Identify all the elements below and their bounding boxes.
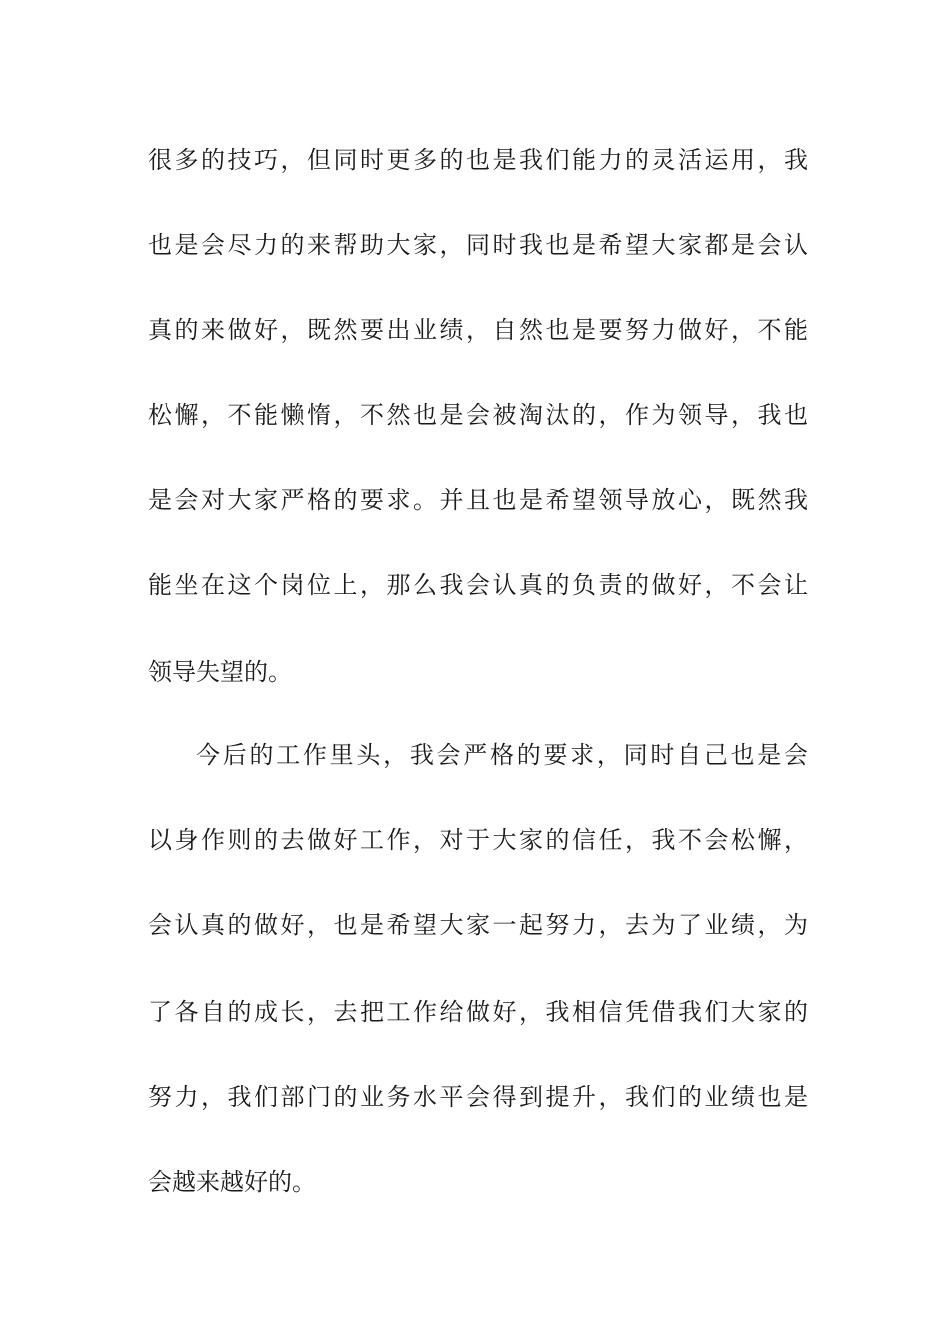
paragraph-line: 会越来越好的。: [148, 1168, 316, 1196]
paragraph-line: 会认真的做好，也是希望大家一起努力，去为了业绩，为: [148, 911, 808, 939]
paragraph-line: 今后的工作里头，我会严格的要求，同时自己也是会: [196, 741, 808, 769]
paragraph-line: 领导失望的。: [148, 658, 292, 686]
paragraph-line: 真的来做好，既然要出业绩，自然也是要努力做好，不能: [148, 316, 808, 344]
paragraph-line: 以身作则的去做好工作，对于大家的信任，我不会松懈，: [148, 826, 808, 854]
paragraph-line: 了各自的成长，去把工作给做好，我相信凭借我们大家的: [148, 998, 808, 1026]
paragraph-line: 能坐在这个岗位上，那么我会认真的负责的做好，不会让: [148, 571, 808, 599]
paragraph-line: 努力，我们部门的业务水平会得到提升，我们的业绩也是: [148, 1083, 808, 1111]
paragraph-line: 很多的技巧，但同时更多的也是我们能力的灵活运用，我: [148, 146, 808, 174]
paragraph-line: 松懈，不能懒惰，不然也是会被淘汰的，作为领导，我也: [148, 401, 808, 429]
paragraph-line: 是会对大家严格的要求。并且也是希望领导放心，既然我: [148, 486, 808, 514]
paragraph-line: 也是会尽力的来帮助大家，同时我也是希望大家都是会认: [148, 231, 808, 259]
